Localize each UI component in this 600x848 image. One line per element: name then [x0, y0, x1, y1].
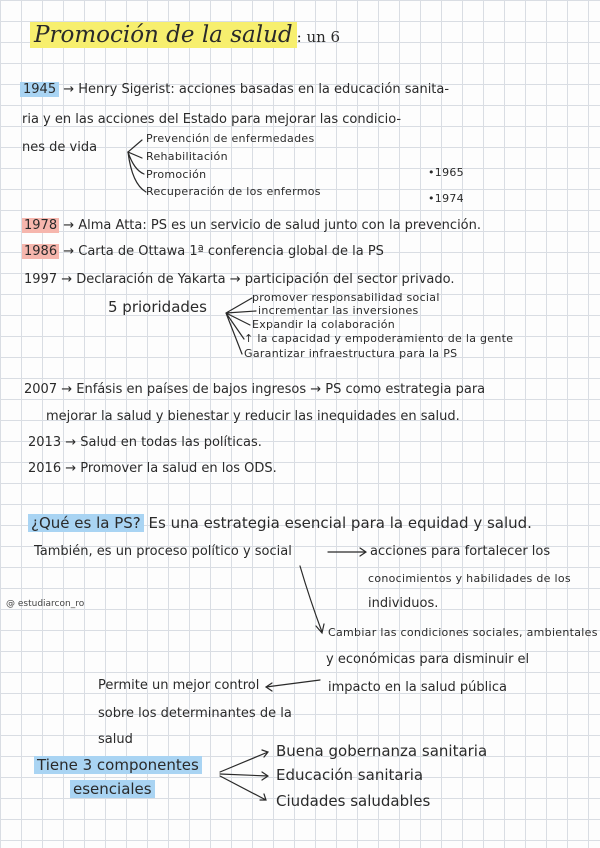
entry-1945-line1: → Henry Sigerist: acciones basadas en la educación sanita-	[63, 82, 450, 97]
bracket-1997	[226, 298, 256, 354]
priority-5: Garantizar infraestructura para la PS	[244, 347, 458, 360]
actions-line3: individuos.	[368, 596, 439, 611]
arrow-cambiar	[300, 566, 324, 633]
priority-1: promover responsabilidad social	[252, 291, 440, 304]
year-1945: 1945	[20, 82, 59, 97]
change-line1: Cambiar las condiciones sociales, ambientales	[328, 626, 598, 639]
title-unit: : un 6	[296, 28, 341, 46]
change-line2: y económicas para disminuir el	[326, 652, 530, 667]
entry-2016: 2016 → Promover la salud en los ODS.	[28, 461, 277, 476]
change-line3: impacto en la salud pública	[328, 680, 507, 695]
entry-1978-text: → Alma Atta: PS es un servicio de salud junto con la prevención.	[63, 218, 482, 233]
arrow-acciones	[328, 548, 366, 556]
year-1986: 1986	[24, 244, 58, 259]
year-1978: 1978	[24, 218, 58, 233]
question-text: ¿Qué es la PS?	[28, 514, 144, 532]
control-line1: Permite un mejor control	[98, 678, 260, 693]
component-educacion: Educación sanitaria	[276, 766, 424, 784]
priorities-label: 5 prioridades	[108, 298, 207, 316]
priority-3: Expandir la colaboración	[252, 318, 396, 331]
entry-1945-line3: nes de vida	[22, 140, 98, 155]
item-recuperacion: Recuperación de los enfermos	[146, 185, 321, 198]
control-line3: salud	[98, 732, 133, 747]
item-rehabilitacion: Rehabilitación	[146, 150, 228, 163]
bracket-1945-branch	[128, 152, 146, 192]
control-line2: sobre los determinantes de la	[98, 706, 292, 721]
year-1997: 1997	[24, 272, 58, 287]
components-label-1: Tiene 3 componentes	[34, 756, 202, 774]
entry-2007-line2: mejorar la salud y bienestar y reducir las inequidades en salud.	[46, 409, 460, 424]
component-gobernanza: Buena gobernanza sanitaria	[276, 742, 488, 760]
actions-line1: acciones para fortalecer los	[370, 544, 551, 559]
priority-4: ↑ la capacidad y empoderamiento de la gente	[244, 332, 514, 345]
entry-1997-text: → Declaración de Yakarta → participación del sector privado.	[61, 272, 455, 287]
components-label-2: esenciales	[70, 780, 155, 798]
arrow-control	[266, 680, 320, 691]
entry-1986-text: → Carta de Ottawa 1ª conferencia global de la PS	[63, 244, 384, 259]
author-stamp: @ estudiarcon_ro	[6, 599, 85, 609]
entry-1945-line2: ria y en las acciones del Estado para mejorar las condicio-	[22, 112, 402, 127]
entry-2013: 2013 → Salud en todas las políticas.	[28, 435, 262, 450]
actions-line2: conocimientos y habilidades de los	[368, 572, 571, 585]
priority-2: incrementar las inversiones	[258, 304, 419, 317]
side-year-1974: •1974	[428, 192, 464, 205]
question-answer: Es una estrategia esencial para la equidad y salud.	[148, 514, 532, 532]
entry-2007-line1: 2007 → Enfásis en países de bajos ingresos → PS como estrategia para	[24, 382, 486, 397]
bracket-1945	[128, 140, 142, 158]
item-prevencion: Prevención de enfermedades	[146, 132, 315, 145]
branch-components	[220, 750, 268, 800]
item-promocion: Promoción	[146, 168, 207, 181]
side-year-1965: •1965	[428, 166, 464, 179]
component-ciudades: Ciudades saludables	[276, 792, 431, 810]
title-main: Promoción de la salud	[30, 22, 297, 48]
ps-process-text: También, es un proceso político y social	[34, 544, 292, 559]
